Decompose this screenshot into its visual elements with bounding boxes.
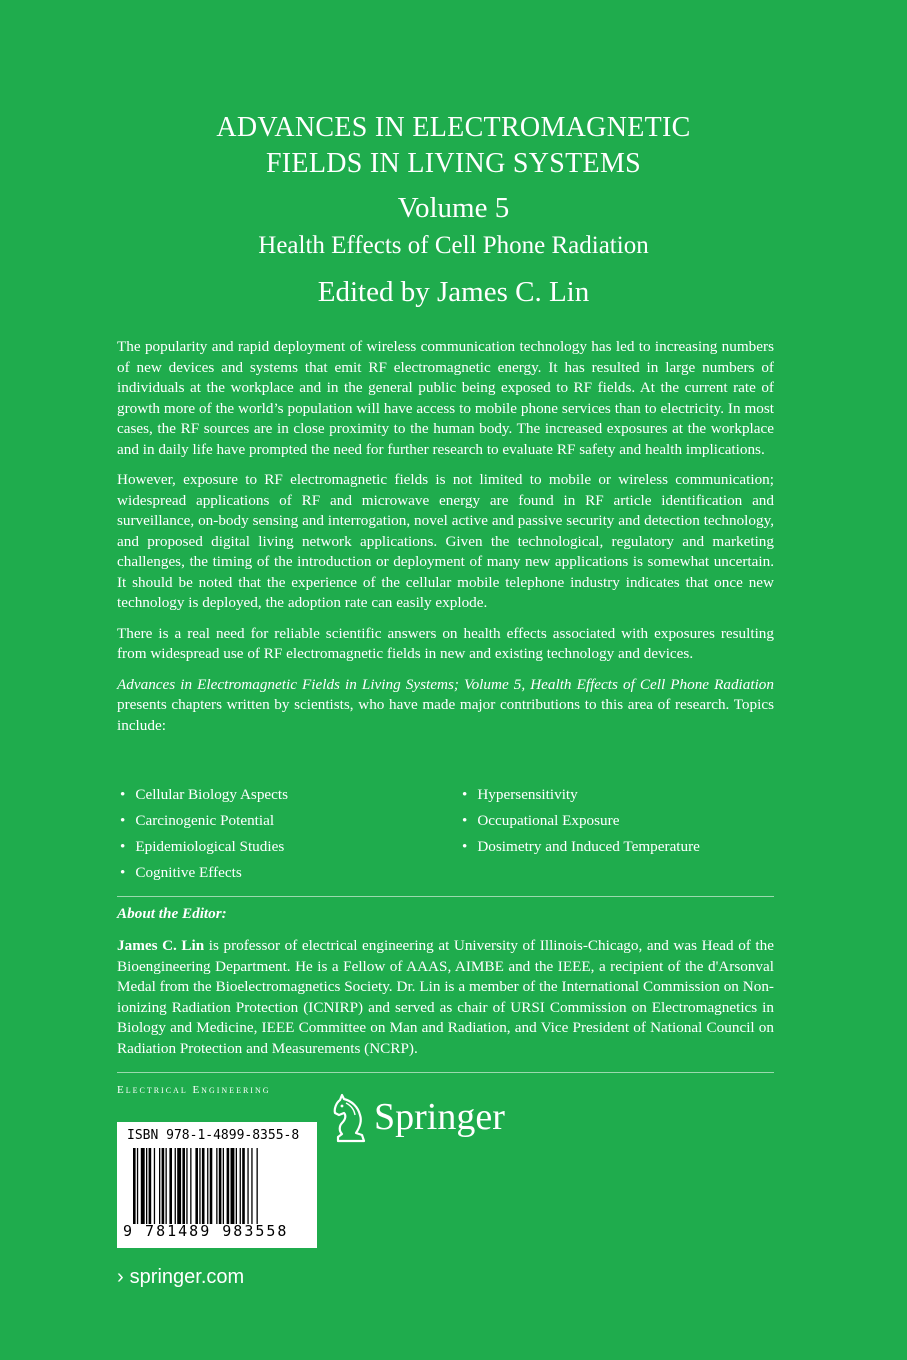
barcode-bar (247, 1148, 248, 1224)
barcode-bar (154, 1148, 155, 1224)
series-title-line-1: ADVANCES IN ELECTROMAGNETIC (216, 112, 691, 143)
website-text: springer.com (129, 1266, 245, 1288)
book-subtitle: Health Effects of Cell Phone Radiation (258, 232, 649, 259)
barcode-bar (149, 1148, 152, 1224)
barcode-bar (242, 1148, 245, 1224)
category-label: Electrical Engineering (117, 1084, 271, 1096)
topics-column-left (120, 782, 288, 886)
barcode-bar (210, 1148, 213, 1224)
barcode-bar (202, 1148, 205, 1224)
description-paragraph-3: There is a real need for reliable scientific answers on health effects associated with exposures resulting from widespread use of RF electromagnetic fields in new and existing technology and devices. (117, 624, 774, 662)
barcode-bar (166, 1148, 167, 1224)
topic-item: • Epidemiological Studies (120, 834, 288, 860)
chevron-right-icon: › (117, 1266, 124, 1288)
series-title-line-2: FIELDS IN LIVING SYSTEMS (265, 148, 642, 179)
barcode-bar (223, 1148, 224, 1224)
barcode-bar (240, 1148, 241, 1224)
barcode-bar (133, 1148, 136, 1224)
barcode-bar (195, 1148, 198, 1224)
barcode-bar (251, 1148, 252, 1224)
barcode-bar (199, 1148, 200, 1224)
about-editor-text (117, 936, 774, 1059)
barcode-bar (169, 1148, 172, 1224)
editor-credit: Edited by James C. Lin (317, 276, 590, 308)
topic-item: • Hypersensitivity (462, 782, 700, 808)
title-block (0, 110, 907, 310)
springer-wordmark: Springer (374, 1096, 505, 1138)
barcode-bar (177, 1148, 181, 1224)
barcode-bar (182, 1148, 185, 1224)
barcode-bar (231, 1148, 235, 1224)
topic-item: • Occupational Exposure (462, 808, 700, 834)
topic-item: • Carcinogenic Potential (120, 808, 288, 834)
topics-column-right (462, 782, 700, 860)
book-title-italic: Advances in Electromagnetic Fields in Living Systems; Volume 5, Health Effects of Cell Phone Radiation (117, 675, 774, 693)
volume-number: Volume 5 (397, 192, 510, 224)
barcode-bar (175, 1148, 176, 1224)
barcode-bar (162, 1148, 165, 1224)
isbn-digits: 9 781489 983558 (123, 1222, 289, 1240)
isbn-barcode-box (117, 1122, 317, 1248)
barcode (133, 1148, 309, 1224)
description-paragraph-4 (117, 675, 774, 737)
chess-knight-icon (330, 1093, 372, 1145)
divider-bottom (117, 1072, 774, 1073)
barcode-bar (137, 1148, 138, 1224)
paragraph-4-rest: presents chapters written by scientists, who have made major contributions to this area of research. Topics include: (117, 696, 774, 734)
editor-bio: is professor of electrical engineering at University of Illinois-Chicago, and was Head of the Bioengineering Department. He is a Fellow of AAAS, AIMBE and the IEEE, a recipient of the d'Arsonval Medal from the Bioelectromagnetics Society. Dr. Lin is a member of the International Commission on Non-ionizing Radiation Protection (ICNIRP) and served as chair of URSI Commission on Electromagnetics in Biology and Medicine, IEEE Committee on Man and Radiation, and Vice President of National Council on Radiation Protection and Measurements (NCRP). (117, 937, 774, 1057)
topic-item: • Cognitive Effects (120, 860, 288, 886)
barcode-bar (236, 1148, 237, 1224)
divider-top (117, 896, 774, 897)
barcode-bar (141, 1148, 145, 1224)
barcode-bar (159, 1148, 160, 1224)
barcode-bar (227, 1148, 230, 1224)
description-paragraph-2: However, exposure to RF electromagnetic fields is not limited to mobile or wireless communication; widespread applications of RF and microwave energy are found in RF article identification and surveillance, on-body sensing and interrogation, novel active and passive security and detection technology, and proposed digital living network applications. Given the technological, regulatory and marketing challenges, the timing of the introduction or deployment of many new applications is somewhat uncertain. It should be noted that the experience of the cellular mobile telephone industry indicates that once new technology is deployed, the adoption rate can easily explode. (117, 471, 774, 611)
barcode-bar (216, 1148, 217, 1224)
barcode-bar (257, 1148, 258, 1224)
topic-item: • Dosimetry and Induced Temperature (462, 834, 700, 860)
springer-logo (330, 1093, 530, 1149)
barcode-bar (190, 1148, 191, 1224)
isbn-label: ISBN 978-1-4899-8355-8 (127, 1128, 300, 1143)
description-paragraph-1: The popularity and rapid deployment of wireless communication technology has led to increasing numbers of new devices and systems that emit RF electromagnetic energy. It has resulted in large numbers of individuals at the workplace and in the general public being exposed to RF fields. At the current rate of growth more of the world’s population will have access to mobile phone services than to electricity. In most cases, the RF sources are in close proximity to the human body. The increased exposures at the workplace and in daily life have prompted the need for further research to evaluate RF safety and health implications. (117, 338, 774, 458)
editor-name: James C. Lin (117, 937, 205, 954)
barcode-bar (146, 1148, 147, 1224)
about-editor-heading: About the Editor: (117, 905, 227, 922)
website-link[interactable] (117, 1266, 244, 1289)
description (117, 337, 774, 746)
topic-item: • Cellular Biology Aspects (120, 782, 288, 808)
barcode-bar (219, 1148, 222, 1224)
barcode-bar (186, 1148, 187, 1224)
barcode-bar (207, 1148, 208, 1224)
